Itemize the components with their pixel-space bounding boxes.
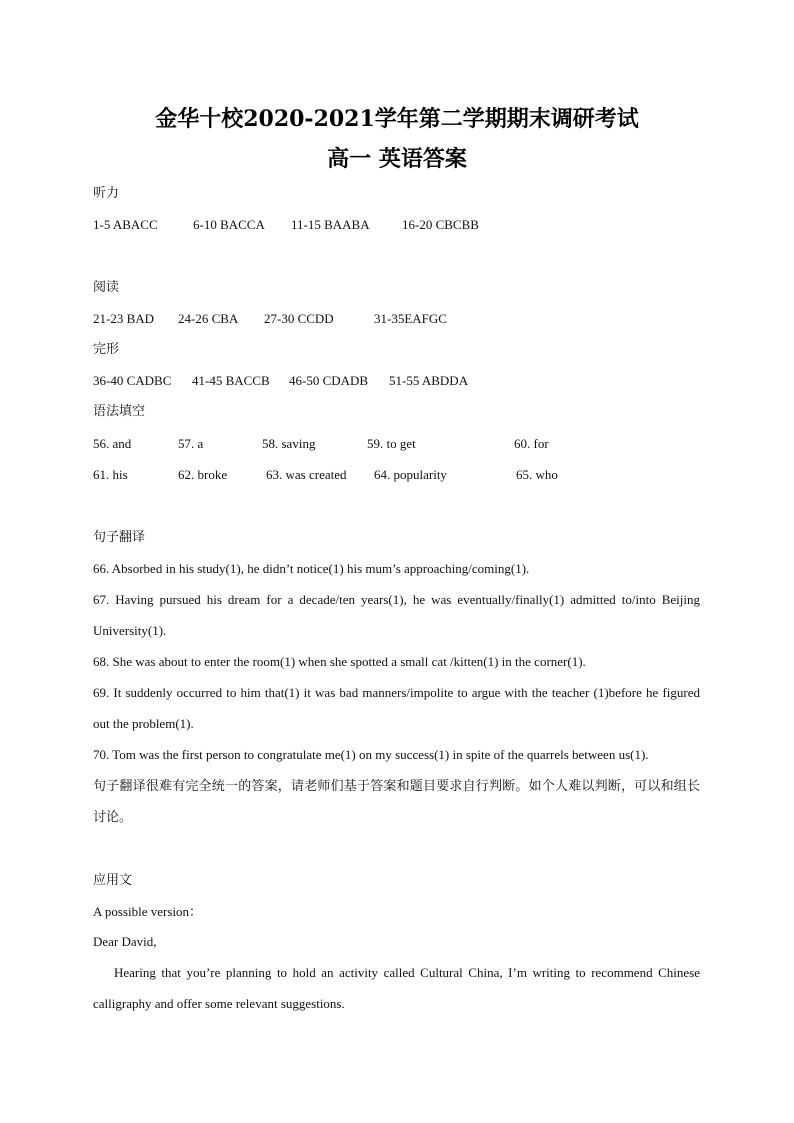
letter-salutation: Dear David, — [93, 934, 157, 949]
answer-group: 16-20 CBCBB — [402, 217, 479, 232]
writing-intro: A possible version： — [93, 904, 203, 919]
answer-group: 6-10 BACCA — [193, 217, 265, 232]
writing-heading: 应用文 — [93, 873, 133, 888]
translation-item: 66. Absorbed in his study(1), he didn’t notice(1) his mum’s approaching/coming(1). — [93, 561, 530, 576]
document-subtitle: 高一 英语答案 — [327, 146, 467, 172]
answer-group: 46-50 CDADB — [289, 373, 369, 388]
answer-group: 51-55 ABDDA — [389, 373, 469, 388]
answer-group: 27-30 CCDD — [264, 311, 334, 326]
grammar-answer: 63. was created — [266, 467, 347, 482]
answer-group: 31-35EAFGC — [374, 311, 447, 326]
grammar-answer: 65. who — [516, 467, 558, 482]
translation-item: 69. It suddenly occurred to him that(1) it was bad manners/impolite to argue with the teacher (1)before he figured out the problem(1). — [93, 685, 700, 731]
answer-group: 11-15 BAABA — [291, 217, 370, 232]
answer-group: 1-5 ABACC — [93, 217, 158, 232]
document-title: 金华十校2020-2021学年第二学期期末调研考试 — [155, 106, 639, 132]
listening-heading: 听力 — [93, 186, 120, 201]
letter-paragraph: Hearing that you’re planning to hold an activity called Cultural China, I’m writing to recommend Chinese calligraphy and offer some relevant suggestions. — [93, 965, 700, 1011]
answer-group: 24-26 CBA — [178, 311, 239, 326]
grammar-answer: 62. broke — [178, 467, 228, 482]
grammar-answer: 64. popularity — [374, 467, 447, 482]
grammar-answer: 58. saving — [262, 436, 316, 451]
grammar-heading: 语法填空 — [93, 404, 146, 419]
grammar-answer: 59. to get — [367, 436, 416, 451]
answer-group: 21-23 BAD — [93, 311, 155, 326]
translation-item: 67. Having pursued his dream for a decade/ten years(1), he was eventually/finally(1) admitted to/into Beijing University(1). — [93, 592, 700, 638]
translation-heading: 句子翻译 — [93, 530, 146, 545]
reading-heading: 阅读 — [93, 280, 120, 295]
grammar-answer: 56. and — [93, 436, 132, 451]
answer-group: 36-40 CADBC — [93, 373, 172, 388]
translation-item: 70. Tom was the first person to congratulate me(1) on my success(1) in spite of the quarrels between us(1). — [93, 747, 649, 762]
cloze-heading: 完形 — [93, 342, 120, 357]
grammar-answer: 61. his — [93, 467, 128, 482]
translation-item: 68. She was about to enter the room(1) when she spotted a small cat /kitten(1) in the corner(1). — [93, 654, 586, 669]
translation-note: 句子翻译很难有完全统一的答案，请老师们基于答案和题目要求自行判断。如个人难以判断，可以和组长讨论。 — [93, 779, 700, 825]
grammar-answer: 57. a — [178, 436, 204, 451]
answer-group: 41-45 BACCB — [192, 373, 270, 388]
grammar-answer: 60. for — [514, 436, 549, 451]
